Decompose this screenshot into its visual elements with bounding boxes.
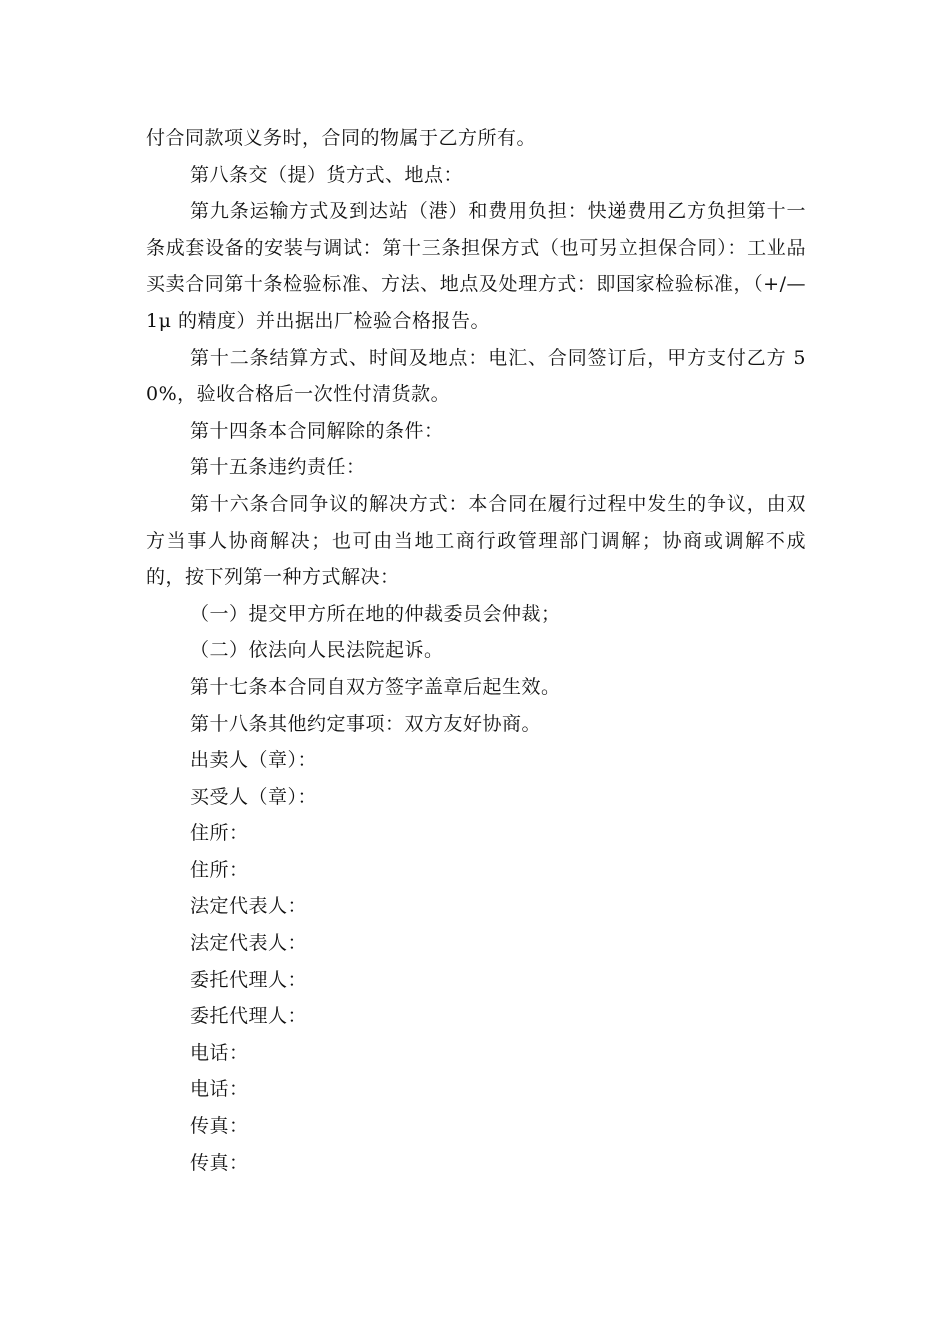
paragraph-ownership-clause: 付合同款项义务时，合同的物属于乙方所有。 [146,127,537,149]
signature-line-legal-rep-1: 法定代表人： [190,895,308,918]
signature-line-phone-2: 电话： [190,1078,249,1101]
signature-line-fax-2: 传真： [190,1151,249,1174]
signature-line-legal-rep-2: 法定代表人： [190,932,308,955]
paragraph-article-12: 第十二条结算方式、时间及地点：电汇、合同签订后，甲方支付乙方 50%，验收合格后一次性付清货款。 [146,346,806,406]
signature-line-fax-1: 传真： [190,1115,249,1138]
paragraph-article-18: 第十八条其他约定事项：双方友好协商。 [190,712,542,735]
signature-line-address-1: 住所： [190,822,249,845]
paragraph-article-16: 第十六条合同争议的解决方式：本合同在履行过程中发生的争议，由双方当事人协商解决；也可由当地工商行政管理部门调解；协商或调解不成的，按下列第一种方式解决： [146,492,806,589]
paragraph-article-15: 第十五条违约责任： [190,456,366,479]
paragraph-article-9: 第九条运输方式及到达站（港）和费用负担：快递费用乙方负担第十一条成套设备的安装与调试：第十三条担保方式（也可另立担保合同）：工业品买卖合同第十条检验标准、方法、地点及处理方式：即国家检验标准，（+/—1μ 的精度）并出据出厂检验合格报告。 [146,200,806,332]
signature-line-seller: 出卖人（章）： [190,749,318,772]
signature-line-agent-2: 委托代理人： [190,1005,308,1028]
document-body [146,120,806,1181]
signature-line-phone-1: 电话： [190,1041,249,1064]
paragraph-option-2: （二）依法向人民法院起诉。 [190,639,444,662]
paragraph-option-1: （一）提交甲方所在地的仲裁委员会仲裁； [190,602,561,625]
signature-line-agent-1: 委托代理人： [190,968,308,991]
paragraph-article-17: 第十七条本合同自双方签字盖章后起生效。 [190,675,561,698]
signature-line-buyer: 买受人（章）： [190,785,318,808]
signature-block [146,742,806,1181]
signature-line-address-2: 住所： [190,858,249,881]
paragraph-article-14: 第十四条本合同解除的条件： [190,419,444,442]
paragraph-article-8: 第八条交（提）货方式、地点： [190,163,464,186]
